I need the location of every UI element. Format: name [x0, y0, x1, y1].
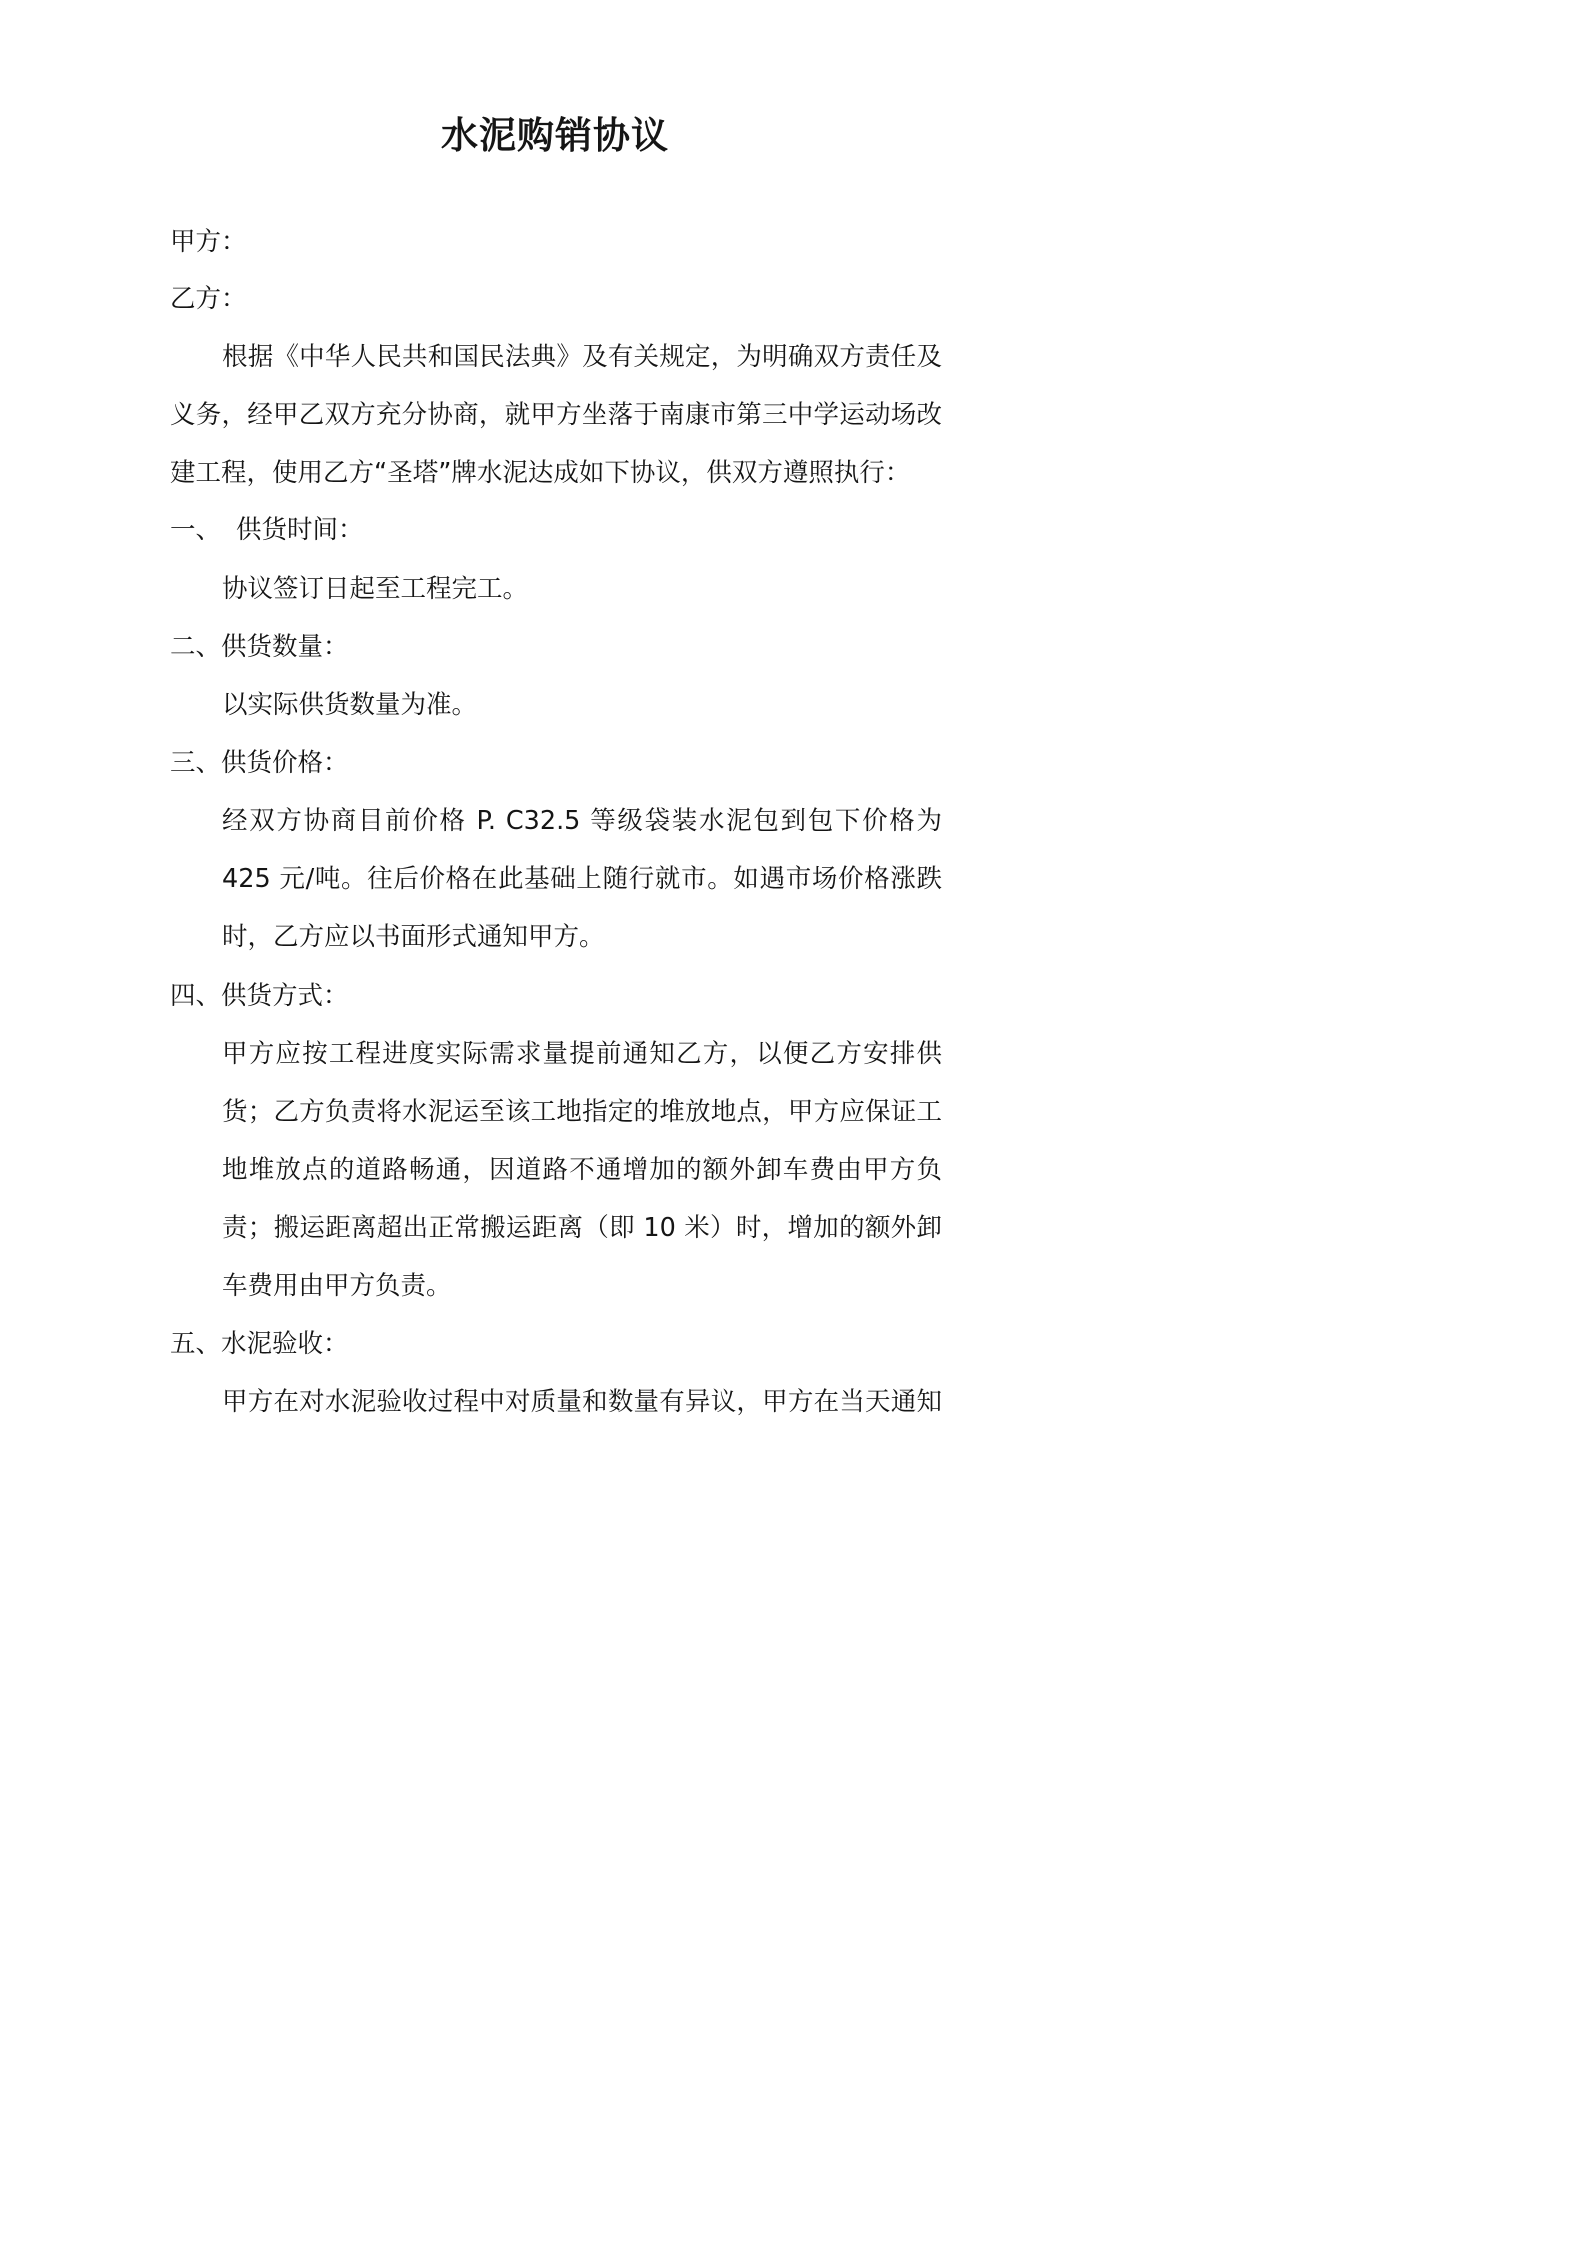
section-line: 货；乙方负责将水泥运至该工地指定的堆放地点，甲方应保证工 — [222, 1097, 942, 1127]
party-b-label: 乙方： — [170, 284, 247, 314]
intro-line: 根据《中华人民共和国民法典》及有关规定，为明确双方责任及 — [222, 342, 942, 372]
section-line: 责；搬运距离超出正常搬运距离（即 10 米）时，增加的额外卸 — [222, 1213, 942, 1243]
section-line: 车费用由甲方负责。 — [222, 1271, 452, 1301]
section-heading: 三、供货价格： — [170, 748, 349, 778]
section-line: 经双方协商目前价格 P. C32.5 等级袋装水泥包到包下价格为 — [222, 806, 942, 836]
party-a-label: 甲方： — [170, 227, 247, 257]
section-line: 以实际供货数量为准。 — [222, 690, 478, 720]
section-heading: 二、供货数量： — [170, 632, 349, 662]
section-line: 甲方在对水泥验收过程中对质量和数量有异议，甲方在当天通知 — [222, 1387, 942, 1417]
section-heading: 五、水泥验收： — [170, 1329, 349, 1359]
section-heading: 四、供货方式： — [170, 981, 349, 1011]
document-title: 水泥购销协议 — [441, 114, 669, 157]
section-heading-text: 供货时间： — [236, 515, 364, 545]
section-number: 一、 — [170, 515, 222, 545]
section-line: 甲方应按工程进度实际需求量提前通知乙方，以便乙方安排供 — [222, 1039, 942, 1069]
section-line: 425 元/吨。往后价格在此基础上随行就市。如遇市场价格涨跌 — [222, 864, 942, 894]
section-heading — [170, 513, 364, 547]
intro-line: 义务，经甲乙双方充分协商，就甲方坐落于南康市第三中学运动场改 — [170, 400, 942, 430]
section-line: 协议签订日起至工程完工。 — [222, 574, 529, 604]
section-line: 时，乙方应以书面形式通知甲方。 — [222, 922, 605, 952]
section-line: 地堆放点的道路畅通，因道路不通增加的额外卸车费由甲方负 — [222, 1155, 942, 1185]
intro-line: 建工程，使用乙方“圣塔”牌水泥达成如下协议，供双方遵照执行： — [170, 458, 911, 488]
